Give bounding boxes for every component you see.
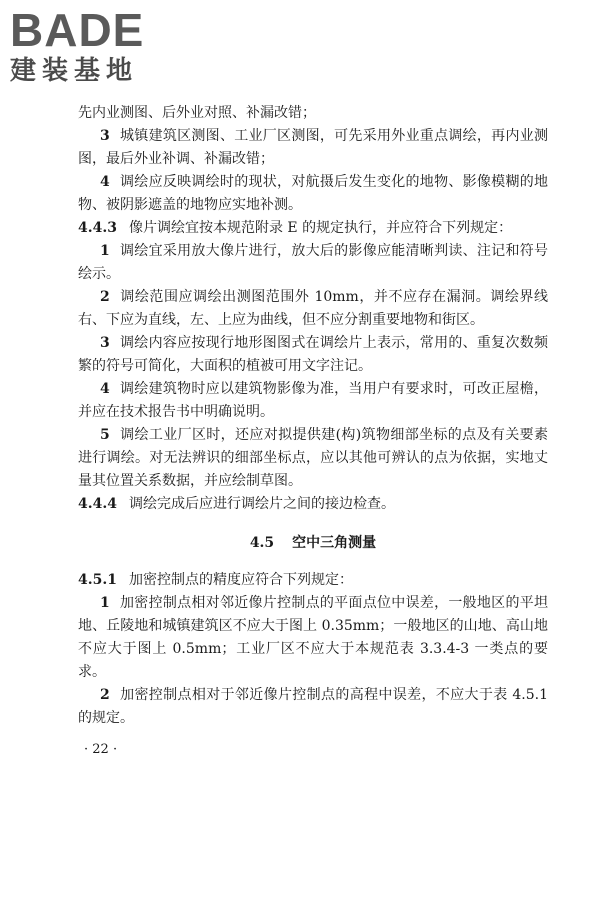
item-number: 1 xyxy=(100,243,110,259)
section-title-text: 空中三角测量 xyxy=(292,535,377,551)
document-body xyxy=(78,102,548,761)
logo-mark: BADE xyxy=(10,4,145,56)
list-item xyxy=(78,592,548,684)
item-number: 3 xyxy=(100,335,110,351)
page-number: · 22 · xyxy=(84,742,118,757)
list-item xyxy=(78,240,548,286)
item-number: 2 xyxy=(100,289,110,305)
paragraph-text: 加密控制点相对邻近像片控制点的平面点位中误差，一般地区的平坦地、丘陵地和城镇建筑区不应大于图上 0.35mm；一般地区的山地、高山地不应大于图上 0.5mm；工业厂区不应大于本规范表 3.3.4-3 一类点的要求。 xyxy=(78,595,548,680)
paragraph-text: 调绘完成后应进行调绘片之间的接边检查。 xyxy=(128,496,395,512)
clause-paragraph xyxy=(78,569,548,592)
logo-subtitle: 建装基地 xyxy=(10,56,139,86)
paragraph-text: 像片调绘宜按本规范附录 E 的规定执行，并应符合下列规定： xyxy=(128,220,513,236)
list-item xyxy=(78,125,548,171)
paragraph-group-4-5 xyxy=(78,569,548,730)
list-item xyxy=(78,684,548,730)
list-item xyxy=(78,378,548,424)
list-item xyxy=(78,171,548,217)
item-number: 3 xyxy=(100,128,110,144)
paragraph-text: 加密控制点相对于邻近像片控制点的高程中误差，不应大于表 4.5.1 的规定。 xyxy=(78,687,548,726)
item-number: 5 xyxy=(100,427,110,443)
clause-number: 4.4.4 xyxy=(78,496,117,512)
paragraph-text: 调绘应反映调绘时的现状，对航摄后发生变化的地物、影像模糊的地物、被阴影遮盖的地物应实地补测。 xyxy=(78,174,548,213)
paragraph-group-4-4 xyxy=(78,102,548,516)
paragraph-text: 调绘建筑物时应以建筑物影像为准，当用户有要求时，可改正屋檐，并应在技术报告书中明确说明。 xyxy=(78,381,548,420)
paragraph-text: 调绘内容应按现行地形图图式在调绘片上表示，常用的、重复次数频繁的符号可简化，大面积的植被可用文字注记。 xyxy=(78,335,548,374)
paragraph-text: 先内业测图、后外业对照、补漏改错； xyxy=(78,105,316,121)
paragraph-text: 城镇建筑区测图、工业厂区测图，可先采用外业重点调绘，再内业测图，最后外业补调、补漏改错； xyxy=(78,128,548,167)
clause-number: 4.5.1 xyxy=(78,572,117,588)
item-number: 4 xyxy=(100,174,110,190)
section-number: 4.5 xyxy=(249,535,275,551)
list-item xyxy=(78,286,548,332)
clause-number: 4.4.3 xyxy=(78,220,117,236)
paragraph-text: 加密控制点的精度应符合下列规定： xyxy=(128,572,353,588)
bade-logo xyxy=(10,6,180,88)
list-item xyxy=(78,332,548,378)
section-heading xyxy=(78,532,548,555)
item-number: 4 xyxy=(100,381,110,397)
paragraph-text: 调绘宜采用放大像片进行，放大后的影像应能清晰判读、注记和符号绘示。 xyxy=(78,243,548,282)
item-number: 2 xyxy=(100,687,110,703)
paragraph xyxy=(78,102,548,125)
item-number: 1 xyxy=(100,595,110,611)
list-item xyxy=(78,424,548,493)
paragraph-text: 调绘工业厂区时，还应对拟提供建(构)筑物细部坐标的点及有关要素进行调绘。对无法辨识的细部坐标点，应以其他可辨认的点为依据，实地丈量其位置关系数据，并应绘制草图。 xyxy=(78,427,548,489)
clause-paragraph xyxy=(78,493,548,516)
paragraph-text: 调绘范围应调绘出测图范围外 10mm，并不应存在漏洞。调绘界线右、下应为直线，左、上应为曲线，但不应分割重要地物和街区。 xyxy=(78,289,548,328)
clause-paragraph xyxy=(78,217,548,240)
